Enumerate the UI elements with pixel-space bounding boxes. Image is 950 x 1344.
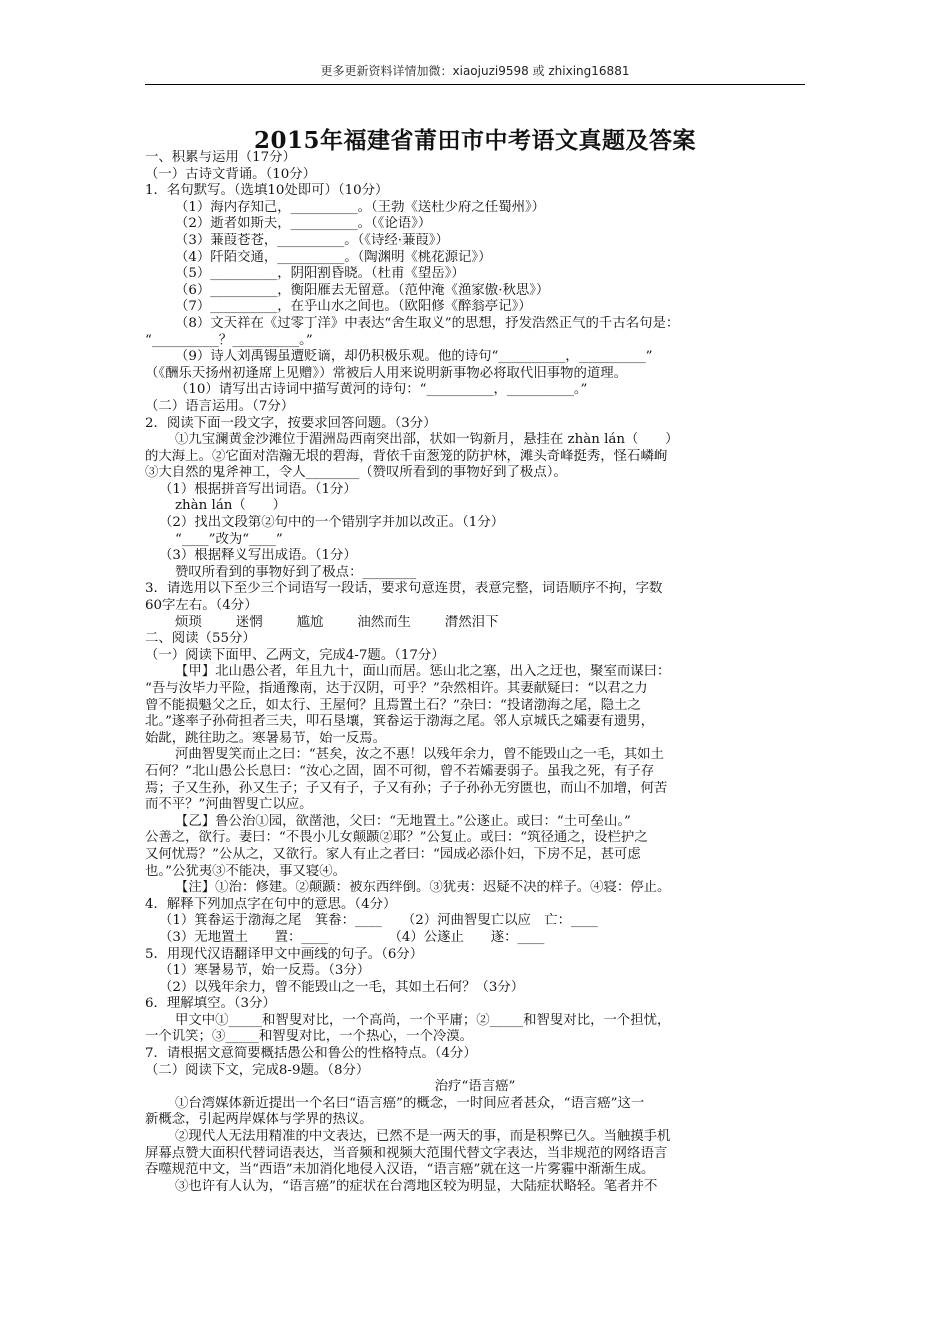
answer-line: “____”改为“____”	[175, 531, 283, 547]
question-text: 3．请选用以下至少三个词语写一段话，要求句意连贯，表意完整，词语顺序不拘，字数	[145, 581, 663, 597]
sub-question: （1）根据拼音写出词语。（1分）	[159, 481, 357, 497]
article-title: 治疗“语言癌”	[434, 1079, 516, 1095]
passage-line: 【乙】鲁公治①园，欲凿池，父曰：“无地置土。”公遂止。或曰：“土可垒山。”	[175, 813, 631, 829]
passage-line: 焉；子又生孙，孙又生子；子又有子，子又有孙；子子孙孙无穷匮也，而山不加增，何苦	[145, 780, 668, 796]
passage-line: 曾不能损魁父之丘，如太行、王屋何？且焉置土石？”杂曰：“投诸渤海之尾，隐土之	[145, 697, 641, 713]
fill-item: （6）__________，衡阳雁去无留意。（范仲淹《渔家傲·秋思》）	[175, 282, 550, 298]
fill-item: （3）蒹葭苍苍，__________。（《诗经·蒹葭》）	[175, 232, 449, 248]
fill-item: “__________？__________。”	[145, 332, 313, 348]
sub-question: （2）以残年余力，曾不能毁山之一毛，其如土石何？（3分）	[159, 979, 525, 995]
sub-question: （3）根据释义写出成语。（1分）	[159, 548, 357, 564]
notes-line: 【注】①治：修建。②颠踬：被东西绊倒。③犹夷：迟疑不决的样子。④寝：停止。	[175, 880, 671, 896]
fill-item: （8）文天祥在《过零丁洋》中表达“舍生取义”的思想，抒发浩然正气的千古名句是：	[175, 315, 680, 331]
question-text: 1．名句默写。（选填10处即可）（10分）	[145, 183, 389, 199]
passage-line: 也。”公犹夷③不能决，事又寝④。	[145, 863, 347, 879]
passage-line: 屏幕点赞大面积代替词语表达，当音频和视频大范围代替文字表达，当非规范的网络语言	[145, 1145, 668, 1161]
sub-question: （3）无地置土 置：____ （4）公遂止 遂：____	[159, 929, 545, 945]
word-item: 油然而生	[357, 614, 411, 630]
passage-line: 河曲智叟笑而止之曰：“甚矣，汝之不惠！以残年余力，曾不能毁山之一毛，其如土	[175, 747, 664, 763]
passage-line: ③大自然的鬼斧神工，令人________（赞叹所看到的事物好到了极点）。	[145, 465, 567, 481]
page-header: 更多更新资料详情加微：xiaojuzi9598 或 zhixing16881	[320, 64, 630, 78]
answer-line: 赞叹所看到的事物好到了极点：________	[175, 564, 417, 580]
passage-line: 的大海上。②它面对浩瀚无垠的碧海，背依千亩葱笼的防护林，滩头奇峰挺秀，怪石嶙峋	[145, 448, 668, 464]
fill-item: 一个讥笑；③_____和智叟对比，一个热心，一个冷漠。	[145, 1029, 474, 1045]
passage-line: “吾与汝毕力平险，指通豫南，达于汉阴，可乎？”杂然相许。其妻献疑曰：“以君之力	[145, 681, 648, 696]
fill-item: （《酬乐天扬州初逢席上见赠》）常被后人用来说明新事物必将取代旧事物的道理。	[145, 365, 628, 381]
passage-line: 石何？”北山愚公长息曰：“汝心之固，固不可彻，曾不若孀妻弱子。虽我之死，有子存	[145, 763, 655, 779]
fill-item: （10）请写出古诗词中描写黄河的诗句：“__________，__________。”	[175, 382, 588, 398]
passage-line: 吞噬规范中文，当“西语”未加消化地侵入汉语，“语言癌”就在这一片雾霾中渐渐生成。	[145, 1162, 655, 1178]
header-divider	[145, 84, 805, 85]
section-heading: 二、阅读（55分）	[145, 631, 256, 647]
passage-line: 北。”遂率子孙荷担者三夫，叩石垦壤，箕畚运于渤海之尾。邻人京城氏之孀妻有遗男，	[145, 714, 654, 730]
passage-line: ①九宝澜黄金沙滩位于湄洲岛西南突出部，状如一钩新月，悬挂在 zhàn lán（ ）	[175, 432, 679, 448]
fill-item: （5）__________，阴阳割昏晓。（杜甫《望岳》）	[175, 266, 465, 282]
fill-item: （2）逝者如斯夫，__________。（《论语》）	[175, 216, 432, 232]
fill-item: （1）海内存知己，__________。（王勃《送杜少府之任蜀州》）	[175, 199, 546, 215]
subsection-heading: （一）古诗文背诵。（10分）	[145, 166, 317, 182]
question-text: 5．用现代汉语翻译甲文中画线的句子。（6分）	[145, 946, 424, 962]
word-item: 烦琐	[175, 614, 202, 630]
subsection-heading: （二）语言运用。（7分）	[145, 398, 295, 414]
passage-line: ①台湾媒体新近提出一个名曰“语言癌”的概念，一时间应者甚众，“语言癌”这一	[175, 1095, 645, 1111]
word-item: 潸然泪下	[444, 614, 499, 630]
word-item: 尴尬	[296, 614, 324, 630]
question-text: 6．理解填空。（3分）	[145, 996, 276, 1012]
question-text: 7．请根据文意简要概括愚公和鲁公的性格特点。（4分）	[145, 1046, 477, 1062]
sub-question: （2）找出文段第②句中的一个错别字并加以改正。（1分）	[159, 515, 505, 531]
fill-item: 甲文中①_____和智叟对比，一个高尚，一个平庸；②_____和智叟对比，一个担忧，	[175, 1012, 671, 1028]
passage-line: ②现代人无法用精准的中文表达，已然不是一两天的事，而是积弊已久。当触摸手机	[175, 1129, 671, 1145]
question-text: 4．解释下列加点字在句中的意思。（4分）	[145, 896, 397, 912]
question-text: 60字左右。（4分）	[145, 598, 258, 614]
section-heading: 一、积累与运用（17分）	[145, 150, 296, 165]
fill-item: （4）阡陌交通，__________。（陶渊明《桃花源记》）	[175, 249, 492, 265]
sub-question: （1）箕畚运于渤海之尾 箕畚：____ （2）河曲智叟亡以应 亡：____	[159, 913, 598, 929]
subsection-heading: （一）阅读下面甲、乙两文，完成4-7题。（17分）	[145, 647, 445, 663]
question-text: 2．阅读下面一段文字，按要求回答问题。（3分）	[145, 415, 437, 431]
passage-line: ③也许有人认为，“语言癌”的症状在台湾地区较为明显，大陆症状略轻。笔者并不	[175, 1178, 658, 1194]
answer-line: zhàn lán（ ）	[175, 498, 286, 514]
subsection-heading: （二）阅读下文，完成8-9题。（8分）	[145, 1062, 370, 1078]
passage-line: 而不平？”河曲智叟亡以应。	[145, 797, 313, 813]
fill-item: （7）__________，在乎山水之间也。（欧阳修《醉翁亭记》）	[175, 299, 532, 315]
document-body	[145, 150, 805, 1195]
sub-question: （1）寒暑易节，始一反焉。（3分）	[159, 963, 371, 979]
word-item: 迷惘	[235, 614, 263, 630]
passage-line: 新概念，引起两岸媒体与学界的热议。	[145, 1112, 373, 1128]
page-title: 2015年福建省莆田市中考语文真题及答案	[253, 127, 696, 154]
passage-line: 又何忧焉？”公从之，又欲行。家人有止之者曰：“园成必添仆妇，下房不足，甚可虑	[145, 846, 641, 862]
fill-item: （9）诗人刘禹锡虽遭贬谪，却仍积极乐观。他的诗句“__________，__________”	[175, 349, 653, 365]
passage-line: 始龀，跳往助之。寒暑易节，始一反焉。	[145, 730, 387, 746]
passage-line: 公善之，欲行。妻曰：“不畏小儿女颠踬②耶？”公复止。或曰：“筑径通之，设栏护之	[145, 830, 648, 846]
word-list	[145, 615, 805, 632]
passage-line: 【甲】北山愚公者，年且九十，面山而居。惩山北之塞，出入之迂也，聚室而谋曰：	[175, 664, 671, 680]
